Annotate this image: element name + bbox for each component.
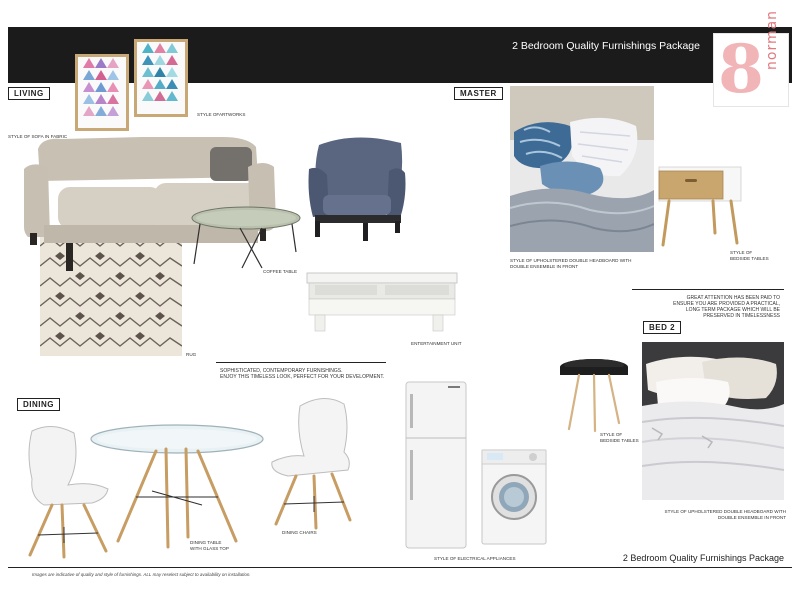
section-label-master: MASTER: [454, 87, 503, 100]
caption-master-bedside-line-2: BEDSIDE TABLES: [730, 256, 769, 261]
footer-title: 2 Bedroom Quality Furnishings Package: [622, 553, 784, 563]
caption-artworks: STYLE OFARTWORKS: [197, 112, 246, 117]
tagline: [220, 368, 384, 380]
bed2-bedside-table-image: [557, 357, 631, 433]
caption-master-bedside-line-1: STYLE OF: [730, 250, 753, 255]
header-title: 2 Bedroom Quality Furnishings Package: [512, 40, 700, 52]
tagline-line-1: SOPHISTICATED, CONTEMPORARY FURNISHINGS.: [220, 368, 343, 374]
attention-line-4: PRESERVED IN TIMELESSNESS: [703, 313, 780, 319]
attention-text: [640, 295, 780, 319]
norman-logo: [713, 9, 789, 108]
master-bedside-table-image: [655, 163, 745, 249]
caption-sofa: STYLE OF SOFA IN FABRIC: [8, 134, 68, 139]
tagline-line-2: ENJOY THIS TIMELESS LOOK, PERFECT FOR YOUR DEVELOPMENT.: [220, 374, 385, 380]
artwork-image-2: [134, 39, 188, 117]
attention-line-1: GREAT ATTENTION HAS BEEN PAID TO: [686, 295, 780, 301]
dining-chair-right-image: [266, 396, 356, 530]
tagline-rule: [216, 362, 386, 363]
armchair-image: [305, 135, 409, 241]
section-label-bed-2: BED 2: [643, 321, 681, 334]
caption-entertainment-unit: ENTERTAINMENT UNIT: [411, 341, 462, 346]
attention-line-3: LONG TERM PACKAGE WHICH WILL BE: [685, 307, 780, 313]
coffee-table-image: [190, 206, 302, 270]
dining-table-image: [88, 423, 266, 549]
caption-rug: RUG: [186, 352, 197, 357]
caption-dining-table-line-1: DINING TABLE: [190, 540, 222, 545]
footer-rule: [8, 567, 792, 568]
caption-appliances: STYLE OF ELECTRICAL APPLIANCES: [434, 556, 516, 561]
caption-bed2-bedside-line-1: STYLE OF: [600, 432, 623, 437]
section-label-dining: DINING: [17, 398, 60, 411]
caption-coffee-table: COFFEE TABLE: [263, 269, 298, 274]
bed2-bed-image: [642, 342, 784, 500]
attention-line-2: ENSURE YOU ARE PROVIDED A PRACTICAL,: [673, 301, 780, 307]
fridge-image: [404, 380, 468, 550]
attention-rule: [632, 289, 784, 290]
artwork-image-1: [75, 54, 129, 131]
logo-word: norman: [764, 9, 780, 70]
entertainment-unit-image: [305, 271, 459, 335]
caption-master-bed: STYLE OF UPHOLSTERED DOUBLE HEADBOARD WITH DOUBLE ENSEMBLE IN FRONT: [510, 258, 632, 269]
caption-dining-table-line-2: WITH GLASS TOP: [190, 546, 229, 551]
logo-number: 8: [718, 30, 764, 108]
section-label-living: LIVING: [8, 87, 50, 100]
caption-bed2-bedside-line-2: BEDSIDE TABLES: [600, 438, 639, 443]
caption-bed2-bed: STYLE OF UPHOLSTERED DOUBLE HEADBOARD WITH DOUBLE ENSEMBLE IN FRONT: [664, 509, 786, 520]
washing-machine-image: [481, 449, 547, 545]
footer-disclaimer: Images are indicative of quality and style of furnishings. ALL may reselect subject to availability on installation.: [32, 572, 251, 577]
caption-dining-chairs: DINING CHAIRS: [282, 530, 317, 535]
master-bed-image: [510, 86, 654, 252]
